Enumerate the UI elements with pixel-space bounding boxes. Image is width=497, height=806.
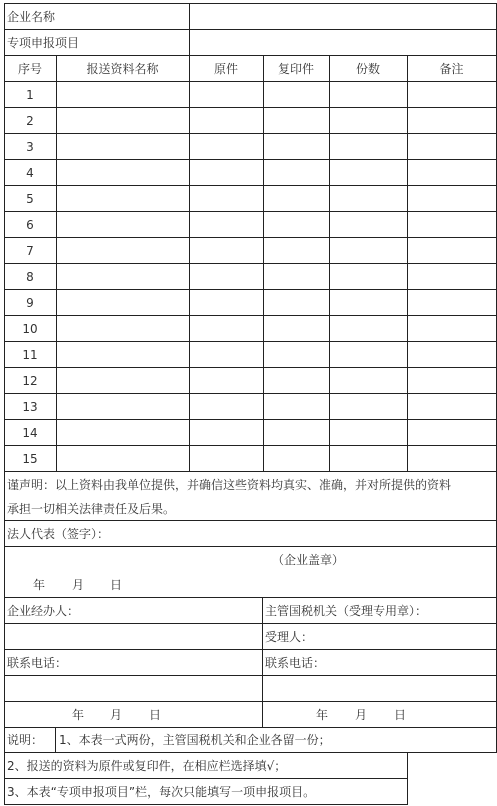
company-phone-label: 联系电话： xyxy=(7,656,68,670)
date-day: 日 xyxy=(149,708,162,722)
date-month: 月 xyxy=(72,578,85,592)
notes-label: 说明： xyxy=(7,733,44,747)
rule xyxy=(4,752,497,753)
note-item-1: 1、本表一式两份，主管国税机关和企业各留一份； xyxy=(59,733,331,747)
rule xyxy=(4,546,497,547)
project-label: 专项申报项目 xyxy=(7,36,80,50)
rule xyxy=(4,341,497,342)
row-number: 15 xyxy=(22,452,38,466)
rule xyxy=(4,649,497,650)
row-number: 4 xyxy=(26,166,34,180)
rule xyxy=(4,81,497,82)
rule xyxy=(4,445,497,446)
row-number: 11 xyxy=(22,348,38,362)
rule xyxy=(55,727,56,753)
rule xyxy=(4,159,497,160)
rule xyxy=(4,133,497,134)
agent-label: 企业经办人： xyxy=(7,604,80,618)
row-number: 10 xyxy=(22,322,38,336)
rule xyxy=(4,185,497,186)
rule xyxy=(56,55,57,472)
company-name-label: 企业名称 xyxy=(7,10,56,24)
rule xyxy=(262,597,263,728)
note-item-2: 2、报送的资料为原件或复印件，在相应栏选择填√； xyxy=(7,759,287,773)
rule xyxy=(4,237,497,238)
company-seal-label: （企业盖章） xyxy=(272,553,345,567)
col-header-quantity: 份数 xyxy=(355,62,380,76)
rule xyxy=(4,778,408,779)
tax-office-label: 主管国税机关（受理专用章）： xyxy=(265,604,428,618)
rule xyxy=(407,752,408,805)
rule xyxy=(4,419,497,420)
tax-office-phone-label: 联系电话： xyxy=(265,656,326,670)
date-month: 月 xyxy=(355,708,368,722)
rule xyxy=(4,107,497,108)
date-year: 年 xyxy=(33,578,46,592)
declaration-line-2: 承担一切相关法律责任及后果。 xyxy=(7,502,176,516)
rule xyxy=(4,211,497,212)
rule xyxy=(4,315,497,316)
date-year: 年 xyxy=(72,708,85,722)
row-number: 8 xyxy=(26,270,34,284)
rule xyxy=(407,55,408,472)
row-number: 13 xyxy=(22,400,38,414)
date-month: 月 xyxy=(110,708,123,722)
row-number: 14 xyxy=(22,426,38,440)
date-day: 日 xyxy=(394,708,407,722)
rule xyxy=(189,55,190,472)
row-number: 1 xyxy=(26,88,34,102)
col-header-copy: 复印件 xyxy=(277,62,314,76)
rule xyxy=(263,55,264,472)
col-header-original: 原件 xyxy=(213,62,238,76)
rule xyxy=(4,55,497,56)
declaration-line-1: 谨声明：以上资料由我单位提供，并确信这些资料均真实、准确，并对所提供的资料 xyxy=(7,478,452,492)
row-number: 2 xyxy=(26,114,34,128)
rule xyxy=(189,3,190,56)
rule xyxy=(4,804,408,805)
rule xyxy=(4,701,497,702)
rule xyxy=(4,471,497,472)
rule xyxy=(4,597,497,598)
rule xyxy=(4,263,497,264)
rule xyxy=(4,675,497,676)
rule xyxy=(4,727,497,728)
row-number: 6 xyxy=(26,218,34,232)
rule xyxy=(4,393,497,394)
rule xyxy=(4,367,497,368)
rule xyxy=(4,3,497,4)
acceptor-label: 受理人： xyxy=(265,630,314,644)
col-header-number: 序号 xyxy=(17,62,42,76)
row-number: 3 xyxy=(26,140,34,154)
rule xyxy=(4,520,497,521)
note-item-3: 3、本表“专项申报项目”栏，每次只能填写一项申报项目。 xyxy=(7,785,316,799)
rule xyxy=(4,623,497,624)
rule xyxy=(4,29,497,30)
row-number: 9 xyxy=(26,296,34,310)
date-day: 日 xyxy=(110,578,123,592)
row-number: 12 xyxy=(22,374,38,388)
legal-rep-label: 法人代表（签字）： xyxy=(7,527,110,541)
date-year: 年 xyxy=(316,708,329,722)
col-header-document-name: 报送资料名称 xyxy=(86,62,159,76)
row-number: 7 xyxy=(26,244,34,258)
rule xyxy=(4,289,497,290)
row-number: 5 xyxy=(26,192,34,206)
rule xyxy=(329,55,330,472)
col-header-remarks: 备注 xyxy=(439,62,464,76)
